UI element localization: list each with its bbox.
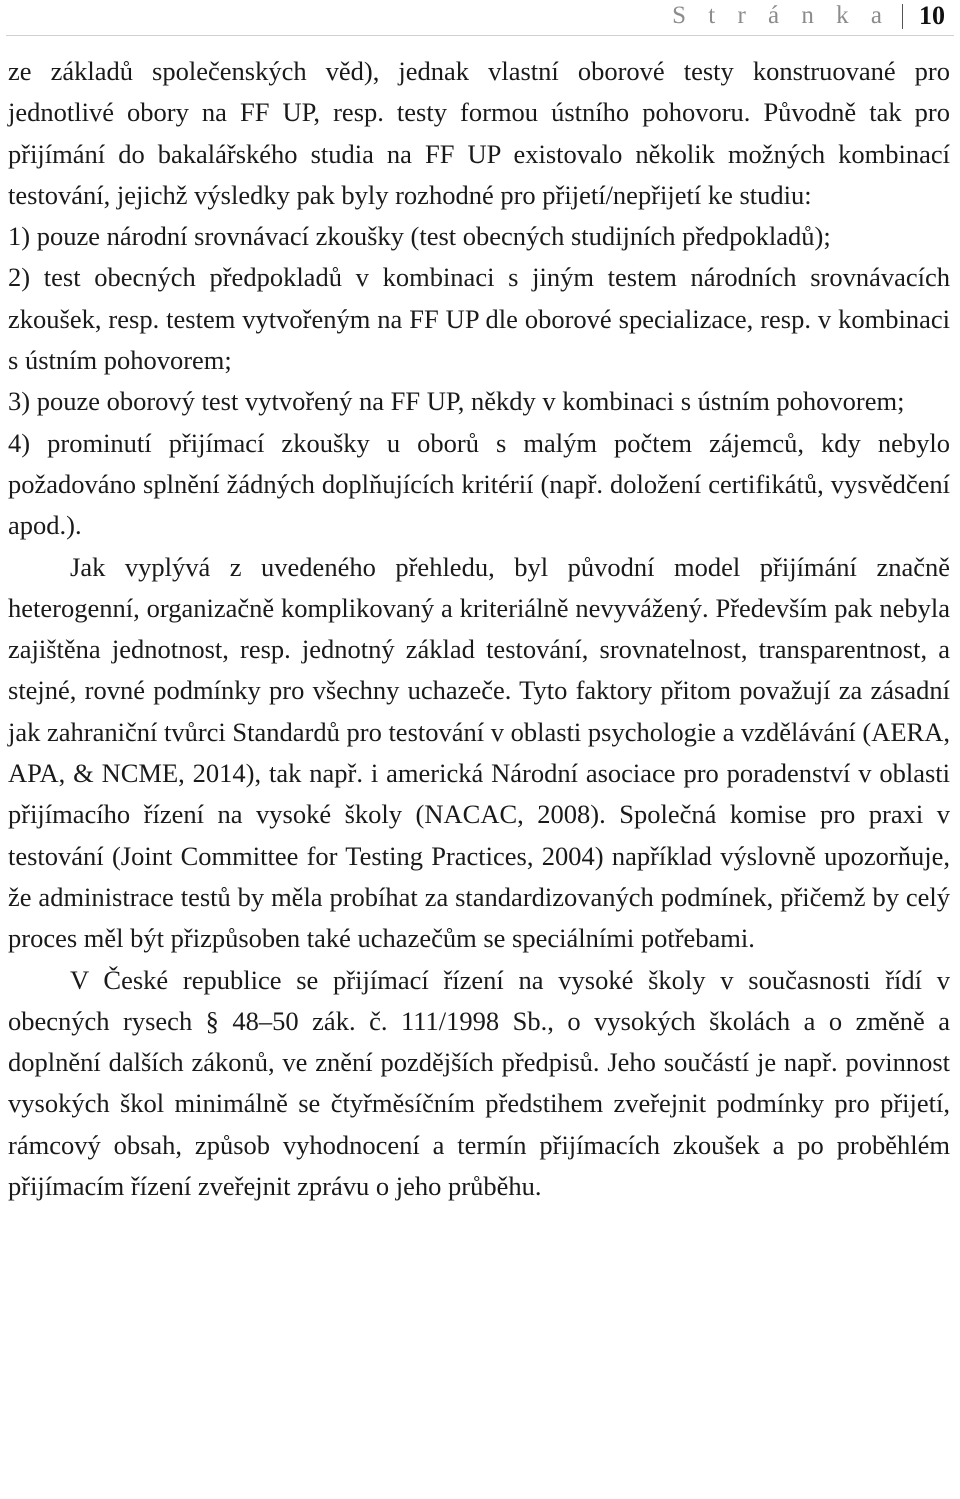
paragraph-czech-law: V České republice se přijímací řízení na vysoké školy v současnosti řídí v obecných rysech § 48–50 zák. č. 111/1998 Sb., o vysokých školách a o změně a doplnění dalších zákonů, ve znění pozdějších předpisů. Jeho součástí je např. povinnost vysokých škol minimálně se čtyřměsíčním předstihem zveřejnit podmínky pro přijetí, rámcový obsah, způsob vyhodnocení a termín přijímacích zkoušek a po proběhlém přijímacím řízení zveřejnit zprávu o jeho průběhu. [8, 964, 950, 1202]
page-label: S t r á n k a [672, 2, 890, 29]
paragraph-model: Jak vyplývá z uvedeného přehledu, byl původní model přijímání značně heterogenní, organizačně komplikovaný a kriteriálně nevyvážený. Především pak nebyla zajištěna jednotnost, resp. jednotný základ testování, srovnatelnost, transparentnost, a stejné, rovné podmínky pro všechny uchazeče. Tyto faktory přitom považují za zásadní jak zahraniční tvůrci Standardů pro testování v oblasti psychologie a vzdělávání (AERA, APA, & NCME, 2014), tak např. i americká Národní asociace pro poradenství v oblasti přijímacího řízení na vysoké školy (NACAC, 2008). Společná komise pro praxi v testování (Joint Committee for Testing Practices, 2004) například výslovně upozorňuje, že administrace testů by měla probíhat za standardizovaných podmínek, přičemž by celý proces měl být přizpůsoben také uchazečům se speciálními potřebami. [8, 551, 950, 954]
paragraph-intro: ze základů společenských věd), jednak vlastní oborové testy konstruované pro jednotlivé obory na FF UP, resp. testy formou ústního pohovoru. Původně tak pro přijímání do bakalářského studia na FF UP existovalo několik možných kombinací testování, jejichž výsledky pak byly rozhodné pro přijetí/nepřijetí ke studiu: [8, 56, 950, 210]
page-header [0, 0, 960, 36]
header-rule [6, 35, 954, 36]
list-item-3: 3) pouze oborový test vytvořený na FF UP, někdy v kombinaci s ústním pohovorem; [8, 386, 905, 417]
header-separator [902, 4, 903, 29]
document-body [8, 51, 950, 1207]
page-number: 10 [919, 1, 945, 30]
list-item-4: 4) prominutí přijímací zkoušky u oborů s malým počtem zájemců, kdy nebylo požadováno splnění žádných doplňujících kritérií (např. doložení certifikátů, vysvědčení apod.). [8, 427, 950, 541]
list-item-2: 2) test obecných předpokladů v kombinaci s jiným testem národních srovnávacích zkoušek, resp. testem vytvořeným na FF UP dle oborové specializace, resp. v kombinaci s ústním pohovorem; [8, 262, 950, 376]
list-item-1: 1) pouze národní srovnávací zkoušky (test obecných studijních předpokladů); [8, 221, 831, 252]
